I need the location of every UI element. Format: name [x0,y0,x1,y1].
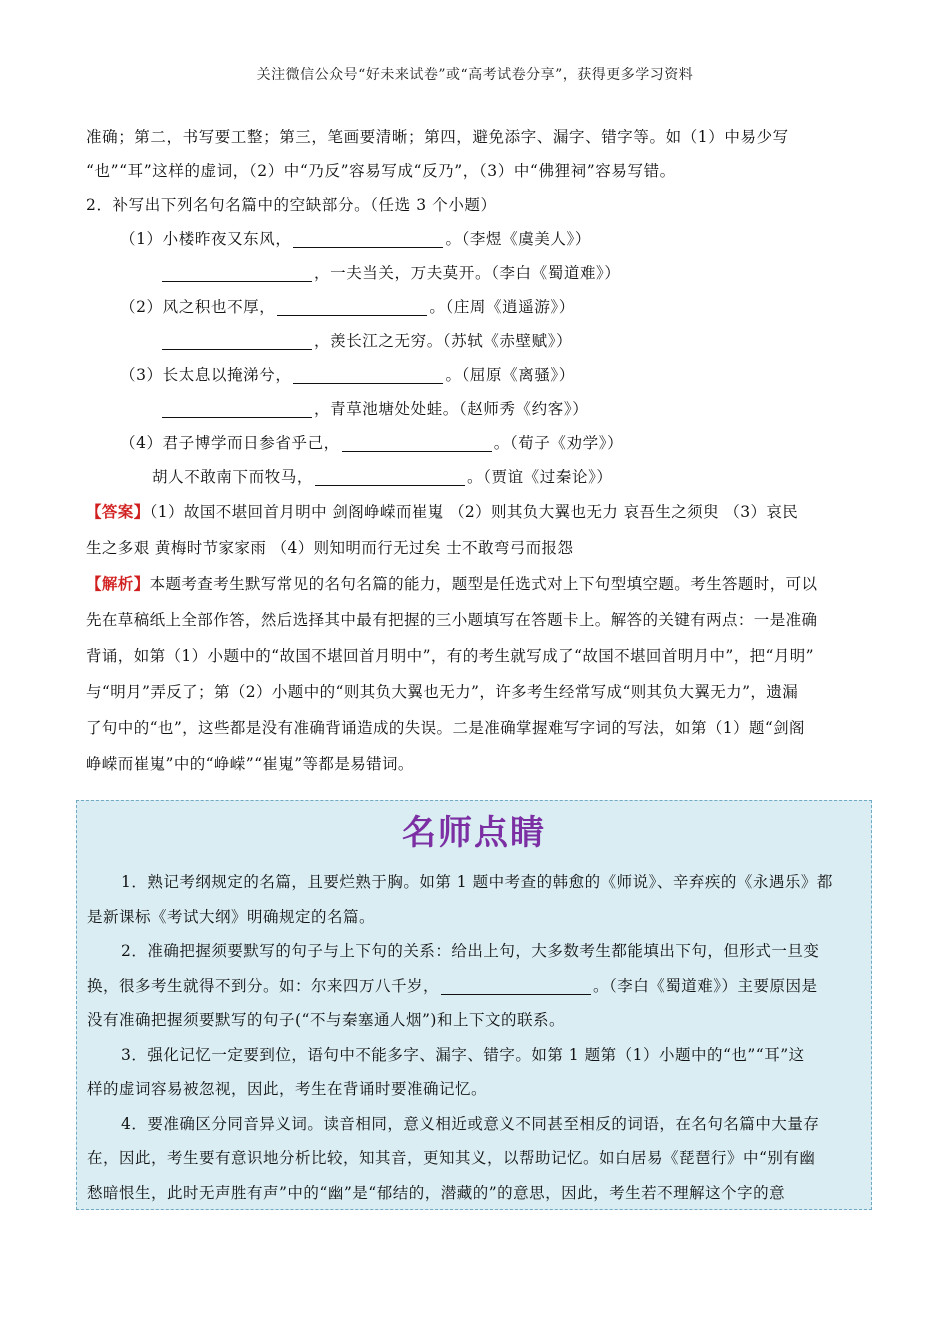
tips-body [87,865,863,1210]
item-source: 。（屈原《离骚》） [445,366,575,384]
intro-line-1: 准确；第二，书写要工整；第三，笔画要清晰；第四，避免添字、漏字、错字等。如（1）中易少写 [86,128,789,146]
tips-title: 名师点睛 [402,813,546,853]
tips-line: 2．准确把握须要默写的句子与上下句的关系：给出上句，大多数考生都能填出下句，但形式一旦变 [121,942,820,960]
answer-blank[interactable] [441,974,591,995]
tips-line-with-blank [87,969,863,1004]
question-item-1 [86,222,866,290]
question-title: 2．补写出下列名句名篇中的空缺部分。（任选 3 个小题） [86,196,497,214]
answer-blank[interactable] [293,227,443,248]
page-header: 关注微信公众号“好未来试卷”或“高考试卷分享”，获得更多学习资料 [256,67,694,83]
item-text: 君子博学而日参省乎己， [162,434,340,452]
tips-box [76,800,872,1210]
item-number: （1） [120,230,163,248]
analysis-line-1 [86,566,866,602]
item-source: 。（荀子《劝学》） [493,434,624,452]
answer-blank[interactable] [277,295,427,316]
tips-line: 在，因此，考生要有意识地分析比较，知其音，更知其义，以帮助记忆。如白居易《琵琶行》中“别有幽 [87,1149,816,1167]
answer-blank[interactable] [342,431,492,452]
tips-line: 是新课标《考试大纲》明确规定的名篇。 [87,907,376,926]
item-source: ，一夫当关，万夫莫开。（李白《蜀道难》） [314,264,621,282]
item-source: ，青草池塘处处蛙。（赵师秀《约客》） [314,400,589,418]
answer-line-1 [86,494,866,530]
item-source: 。（李煜《虞美人》） [445,230,591,248]
analysis-label: 【解析】 [86,574,150,593]
tips-line: 愁暗恨生，此时无声胜有声”中的“幽”是“郁结的，潜藏的”的意思，因此，考生若不理解这个字的意 [87,1183,786,1202]
answer-label: 【答案】 [86,502,150,521]
analysis-line: 与“明月”弄反了；第（2）小题中的“则其负大翼也无力”，许多考生经常写成“则其负大翼无力”，遗漏 [86,683,799,701]
tips-line: 3．强化记忆一定要到位，语句中不能多字、漏字、错字。如第 1 题第（1）小题中的“也”“耳”这 [121,1045,805,1064]
item-number: （4） [120,434,163,452]
analysis-line: 了句中的“也”，这些都是没有准确背诵造成的失误。二是准确掌握难写字词的写法，如第（1）题“剑阁 [86,719,805,737]
analysis-line: 背诵，如第（1）小题中的“故国不堪回首月明中”，有的考生就写成了“故国不堪回首明月中”，把“月明” [86,647,815,665]
item-number: （2） [120,298,163,316]
answer-blank[interactable] [162,261,312,282]
item-source: 。（庄周《逍遥游》） [429,298,575,316]
analysis-line: 峥嵘而崔嵬”中的“峥嵘”“崔嵬”等都是易错词。 [86,755,414,773]
answer-line-2: 生之多艰 黄梅时节家家雨 （4）则知明而行无过矣 士不敢弯弓而报怨 [86,539,574,557]
item-text: 胡人不敢南下而牧马， [152,468,314,486]
question-item-3 [86,358,866,426]
answer-blank[interactable] [162,329,312,350]
analysis-line: 先在草稿纸上全部作答，然后选择其中最有把握的三小题填写在答题卡上。解答的关键有两点：一是准确 [86,611,818,629]
answer-text: （1）故国不堪回首月明中 剑阁峥嵘而崔嵬 （2）则其负大翼也无力 哀吾生之须臾 （3）哀民 [149,503,799,521]
tips-line: 1．熟记考纲规定的名篇，且要烂熟于胸。如第 1 题中考查的韩愈的《师说》、辛弃疾的《永遇乐》都 [121,873,833,891]
answer-blank[interactable] [315,465,465,486]
intro-line-2: “也”“耳”这样的虚词，（2）中“乃反”容易写成“反乃”，（3）中“佛狸祠”容易写错。 [86,162,676,180]
answer-blank[interactable] [162,397,312,418]
item-text: 长太息以掩涕兮， [162,366,292,384]
question-item-2 [86,290,866,358]
item-source: 。（贾谊《过秦论》） [467,468,613,486]
tips-line: 样的虚词容易被忽视，因此，考生在背诵时要准确记忆。 [87,1080,488,1098]
item-source: ，羡长江之无穷。（苏轼《赤壁赋》） [314,332,573,350]
tips-text: 换，很多考生就得不到分。如：尔来四万八千岁， [87,976,440,995]
analysis-text: 本题考查考生默写常见的名句名篇的能力，题型是任选式对上下句型填空题。考生答题时，可以 [149,575,818,593]
item-number: （3） [120,366,163,384]
item-text: 风之积也不厚， [162,298,276,316]
tips-line: 4．要准确区分同音异义词。读音相同，意义相近或意义不同甚至相反的词语，在名句名篇中大量存 [121,1114,820,1133]
item-text: 小楼昨夜又东风， [162,230,292,248]
tips-line: 没有准确把握须要默写的句子(“不与秦塞通人烟”)和上下文的联系。 [87,1011,565,1029]
answer-blank[interactable] [293,363,443,384]
tips-text: 。（李白《蜀道难》）主要原因是 [593,976,818,995]
main-content [86,120,866,782]
question-item-4 [86,426,866,494]
